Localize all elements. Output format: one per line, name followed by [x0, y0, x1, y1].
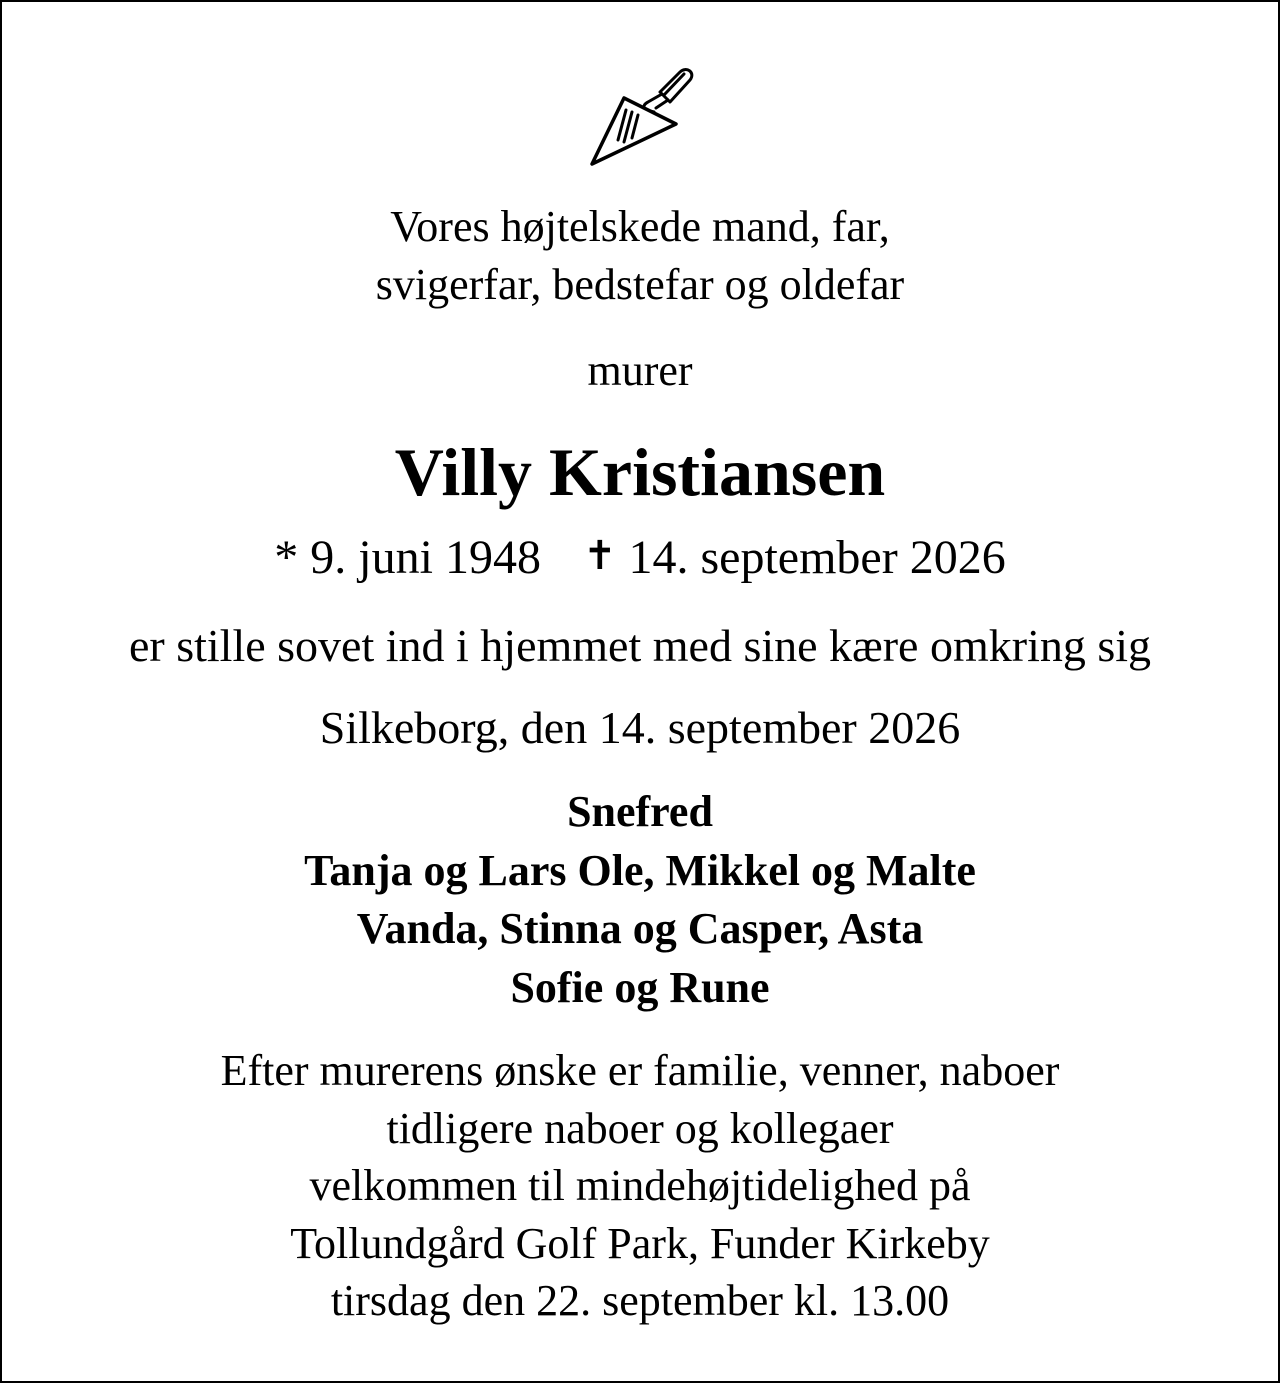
family-line-4: Sofie og Rune [510, 962, 770, 1012]
family-line-1: Snefred [567, 787, 713, 836]
service-info [2, 1042, 1278, 1330]
intro-text [2, 198, 1278, 314]
trowel-icon [582, 62, 702, 172]
service-line-5: tirsdag den 22. september kl. 13.00 [330, 1276, 950, 1325]
deceased-name: Villy Kristiansen [394, 434, 886, 510]
life-dates [2, 528, 1278, 590]
family-list [2, 783, 1278, 1017]
place-date: Silkeborg, den 14. september 2026 [319, 702, 961, 753]
death-date: 14. september 2026 [628, 531, 1006, 584]
intro-line-2: svigerfar, bedstefar og oldefar [375, 260, 905, 309]
service-line-2: tidligere naboer og kollegaer [386, 1103, 894, 1153]
family-line-2: Tanja og Lars Ole, Mikkel og Malte [304, 845, 976, 895]
service-line-4: Tollundgård Golf Park, Funder Kirkeby [290, 1218, 990, 1268]
intro-line-1: Vores højtelskede mand, far, [390, 202, 890, 251]
occupation: murer [587, 346, 693, 395]
service-line-1: Efter murerens ønske er familie, venner, naboer [220, 1046, 1060, 1095]
birth-date: * 9. juni 1948 [274, 531, 541, 584]
family-line-3: Vanda, Stinna og Casper, Asta [356, 904, 924, 953]
passing-text: er stille sovet ind i hjemmet med sine kære omkring sig [128, 620, 1152, 671]
cross-icon: ✝ [582, 533, 617, 579]
service-line-3: velkommen til mindehøjtidelighed på [309, 1161, 971, 1210]
